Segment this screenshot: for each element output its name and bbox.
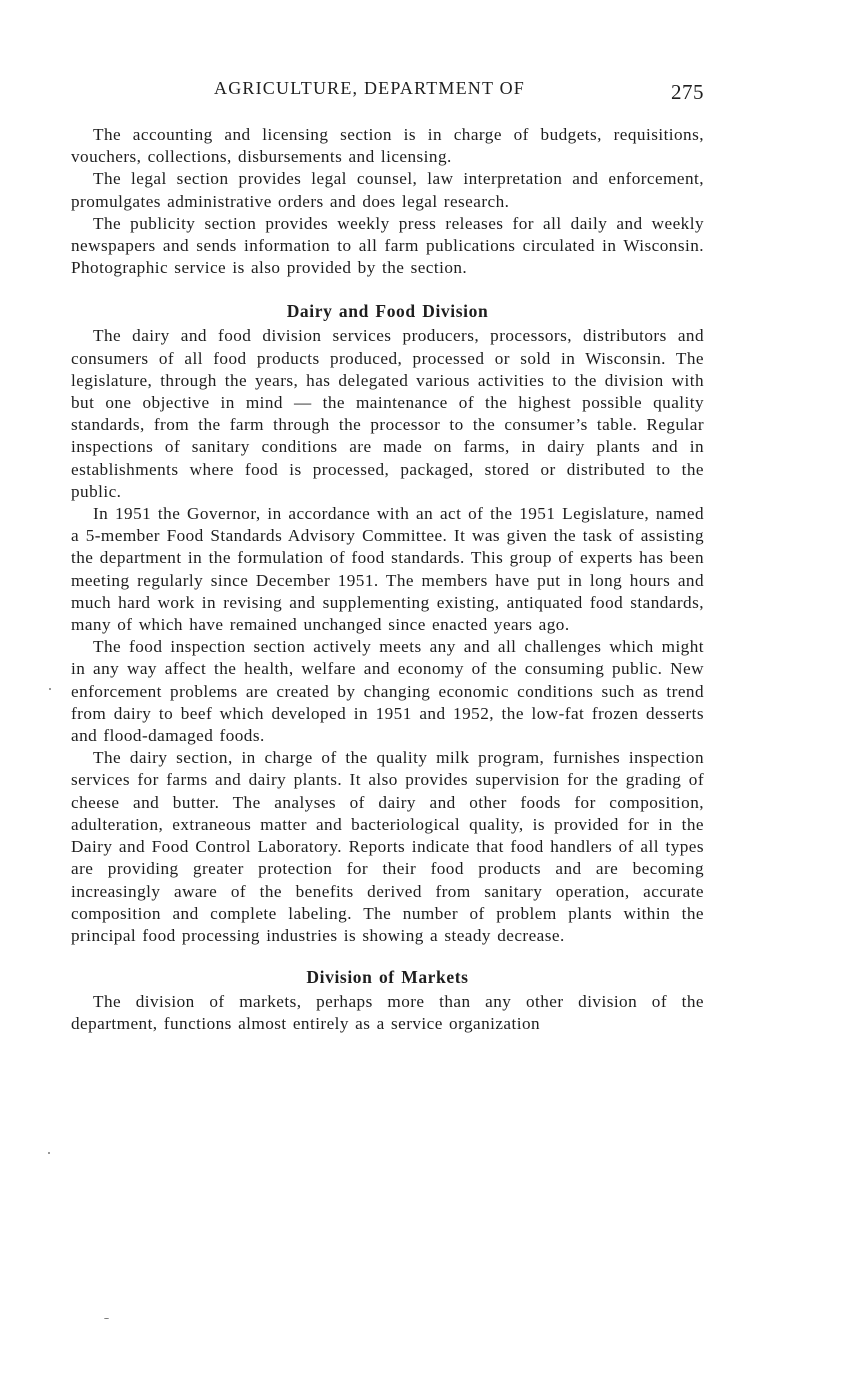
scan-speck — [104, 1318, 109, 1319]
running-head — [71, 74, 704, 104]
body-text — [71, 124, 704, 1036]
running-title: AGRICULTURE, DEPARTMENT OF — [214, 78, 525, 98]
paragraph-markets: The division of markets, perhaps more than any other division of the department, functions almost entirely as a service organization — [71, 992, 704, 1034]
paragraph-legal: The legal section provides legal counsel, law interpretation and enforcement, promulgates administrative orders and does legal research. — [71, 169, 704, 211]
document-page — [71, 74, 704, 1036]
paragraph-accounting: The accounting and licensing section is in charge of budgets, requisitions, vouchers, collections, disbursements and licensing. — [71, 125, 704, 167]
paragraph-food-standards: In 1951 the Governor, in accordance with an act of the 1951 Legislature, named a 5-member Food Standards Advisory Committee. It was given the task of assisting the department in the formulation of food standards. This group of experts has been meeting regularly since December 1951. The members have put in long hours and much hard work in revising and supplementing existing, antiquated food standards, many of which have remained unchanged since enacted years ago. — [71, 504, 704, 635]
section-heading-dairy: Dairy and Food Division — [286, 301, 489, 322]
paragraph-publicity: The publicity section provides weekly press releases for all daily and weekly newspapers and sends information to all farm publications circulated in Wisconsin. Photographic service is also provided by the section. — [71, 213, 704, 278]
paragraph-dairy-overview: The dairy and food division services producers, processors, distributors and consumers of all food products produced, processed or sold in Wisconsin. The legislature, through the years, has delegated various activities to the division with but one objective in mind — the maintenance of the highest possible quality standards, from the farm through the processor to the consumer’s table. Regular inspections of sanitary conditions are made on farms, in dairy plants and in establishments where food is processed, packaged, stored or distributed to the public. — [71, 326, 704, 501]
scan-speck — [48, 1152, 50, 1154]
paragraph-dairy-section: The dairy section, in charge of the quality milk program, furnishes inspection services for farms and dairy plants. It also provides supervision for the grading of cheese and butter. The analyses of dairy and other foods for composition, adulteration, extraneous matter and bacteriological quality, is provided for in the Dairy and Food Control Laboratory. Reports indicate that food handlers of all types are providing greater protection for their food products and are becoming increasingly aware of the benefits derived from sanitary operation, accurate composition and complete labeling. The number of problem plants within the principal food processing industries is showing a steady decrease. — [71, 748, 704, 945]
page-number: 275 — [671, 80, 704, 104]
scan-speck — [49, 688, 51, 690]
section-heading-markets: Division of Markets — [306, 967, 469, 988]
paragraph-food-inspection: The food inspection section actively meets any and all challenges which might in any way affect the health, welfare and economy of the consuming public. New enforcement problems are created by changing economic conditions such as trend from dairy to beef which developed in 1951 and 1952, the low-fat frozen desserts and flood-damaged foods. — [71, 637, 704, 746]
